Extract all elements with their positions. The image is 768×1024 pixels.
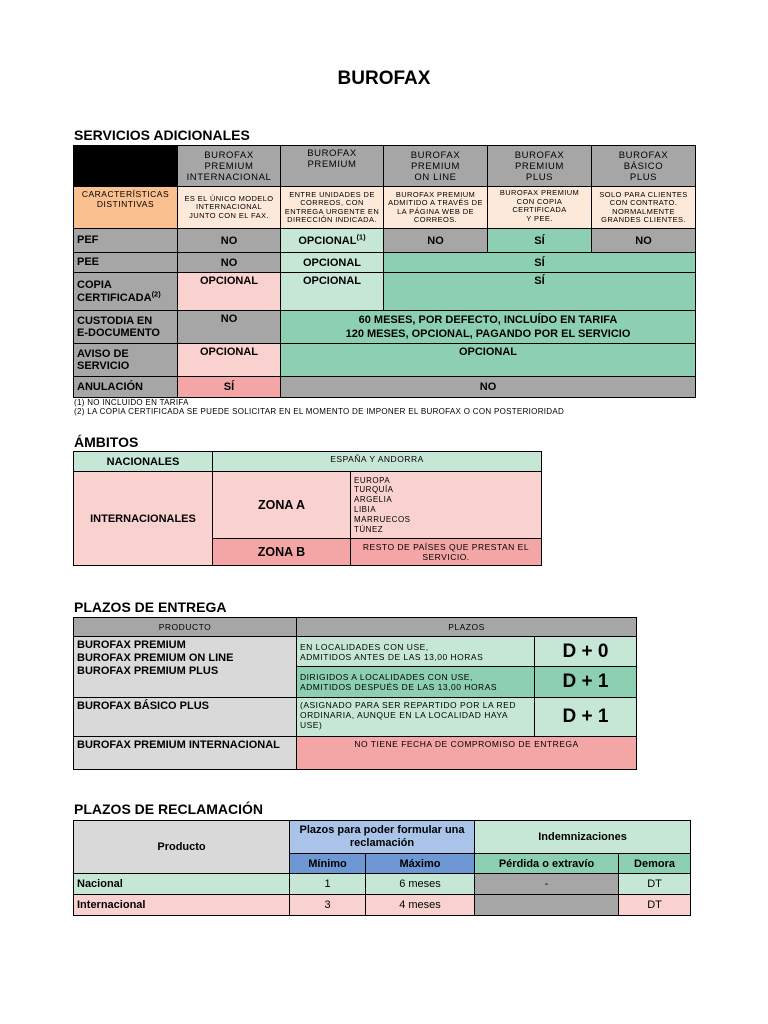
nacional-label: Nacional [74,874,290,895]
plazo-d1-a: D + 1 [535,667,637,698]
internacional-row-label: Internacional [74,895,290,916]
col-plazos: PLAZOS [297,618,637,637]
reclamacion-heading: PLAZOS DE RECLAMACIÓN [74,801,263,817]
internacional-demora: DT [619,895,691,916]
copia-label: COPIA CERTIFICADA$^{(2)}$ [74,273,178,311]
custodia-value-2: 60 MESES, POR DEFECTO, INCLUÍDO EN TARIFA 120 MESES, OPCIONAL, PAGANDO POR EL SERVICIO [281,311,696,344]
nacionales-value: ESPAÑA Y ANDORRA [213,452,542,472]
indemnizaciones-header: Indemnizaciones [475,821,691,854]
footnote-1: (1) NO INCLUIDO EN TARIFA [74,398,189,407]
copia-value-2: OPCIONAL [281,273,384,311]
plazo-d0: D + 0 [535,637,637,667]
plazo-row-2: DIRIGIDOS A LOCALIDADES CON USE, ADMITIDOS DESPUÉS DE LAS 13,00 HORAS [297,667,535,698]
minimo-header: Mínimo [290,854,366,874]
servicios-table [73,145,696,398]
pef-value-3: NO [384,229,488,253]
aviso-value-1: OPCIONAL [178,344,281,377]
internacional-max: 4 meses [366,895,475,916]
pef-value-4: SÍ [488,229,592,253]
footnote-2: (2) LA COPIA CERTIFICADA SE PUEDE SOLICITAR EN EL MOMENTO DE IMPONER EL BUROFAX O CON POSTERIORIDAD [74,407,565,416]
caracteristicas-label: CARACTERÍSTICAS DISTINTIVAS [74,187,178,229]
pee-value-1: NO [178,253,281,273]
anulacion-value-2: NO [281,377,696,398]
custodia-value-1: NO [178,311,281,344]
zona-b-value: RESTO DE PAÍSES QUE PRESTAN EL SERVICIO. [351,539,542,566]
plazos-heading: PLAZOS DE ENTREGA [74,599,227,615]
internacionales-label: INTERNACIONALES [74,472,213,566]
col-header-basico-plus: BUROFAX BÁSICO PLUS [592,146,696,187]
demora-header: Demora [619,854,691,874]
servicios-heading: SERVICIOS ADICIONALES [74,127,250,143]
plazos-reclamacion-header: Plazos para poder formular una reclamación [290,821,475,854]
pef-label: PEF [74,229,178,253]
aviso-value-2: OPCIONAL [281,344,696,377]
copia-value-3: SÍ [384,273,696,311]
pef-value-2: OPCIONAL$^{(1)}$ [281,229,384,253]
producto-header: Producto [74,821,290,874]
nacionales-label: NACIONALES [74,452,213,472]
pee-value-2: OPCIONAL [281,253,384,273]
zona-b-label: ZONA B [213,539,351,566]
caracteristica-5: SOLO PARA CLIENTES CON CONTRATO. NORMALMENTE GRANDES CLIENTES. [592,187,696,229]
col-producto: PRODUCTO [74,618,297,637]
copia-value-1: OPCIONAL [178,273,281,311]
caracteristica-4: BUROFAX PREMIUM CON COPIA CERTIFICADA Y PEE. [488,187,592,229]
pef-value-5: NO [592,229,696,253]
corner-cell [74,146,178,187]
basico-plus-label: BUROFAX BÁSICO PLUS [74,698,297,737]
internacional-label: BUROFAX PREMIUM INTERNACIONAL [74,737,297,770]
plazos-table [73,617,637,770]
nacional-perdida: - [475,874,619,895]
ambitos-table [73,451,542,566]
plazo-row-1: EN LOCALIDADES CON USE, ADMITIDOS ANTES DE LAS 13,00 HORAS [297,637,535,667]
col-header-premium-online: BUROFAX PREMIUM ON LINE [384,146,488,187]
internacional-perdida [475,895,619,916]
ambitos-heading: ÁMBITOS [74,434,139,450]
col-header-premium-internacional: BUROFAX PREMIUM INTERNACIONAL [178,146,281,187]
maximo-header: Máximo [366,854,475,874]
zona-a-label: ZONA A [213,472,351,539]
anulacion-label: ANULACIÓN [74,377,178,398]
custodia-label: CUSTODIA EN E-DOCUMENTO [74,311,178,344]
col-header-premium: BUROFAX PREMIUM [281,146,384,187]
internacional-min: 3 [290,895,366,916]
anulacion-value-1: SÍ [178,377,281,398]
zona-a-countries: EUROPA TURQUÍA ARGELIA LIBIA MARRUECOS TÚNEZ [351,472,542,539]
pef-value-1: NO [178,229,281,253]
plazo-d1-b: D + 1 [535,698,637,737]
nacional-demora: DT [619,874,691,895]
col-header-premium-plus: BUROFAX PREMIUM PLUS [488,146,592,187]
perdida-header: Pérdida o extravío [475,854,619,874]
pee-label: PEE [74,253,178,273]
caracteristica-3: BUROFAX PREMIUM ADMITIDO A TRAVÉS DE LA PÁGINA WEB DE CORREOS. [384,187,488,229]
caracteristica-2: ENTRE UNIDADES DE CORREOS, CON ENTREGA URGENTE EN DIRECCIÓN INDICADA. [281,187,384,229]
aviso-label: AVISO DE SERVICIO [74,344,178,377]
reclamacion-table [73,820,691,916]
premium-group-label: BUROFAX PREMIUM BUROFAX PREMIUM ON LINE BUROFAX PREMIUM PLUS [74,637,297,698]
nacional-min: 1 [290,874,366,895]
nacional-max: 6 meses [366,874,475,895]
page-title: BUROFAX [337,68,431,89]
internacional-value: NO TIENE FECHA DE COMPROMISO DE ENTREGA [297,737,637,770]
caracteristica-1: ES EL ÚNICO MODELO INTERNACIONAL JUNTO CON EL FAX. [178,187,281,229]
plazo-row-3: (ASIGNADO PARA SER REPARTIDO POR LA RED ORDINARIA, AUNQUE EN LA LOCALIDAD HAYA USE) [297,698,535,737]
pee-value-3: SÍ [384,253,696,273]
